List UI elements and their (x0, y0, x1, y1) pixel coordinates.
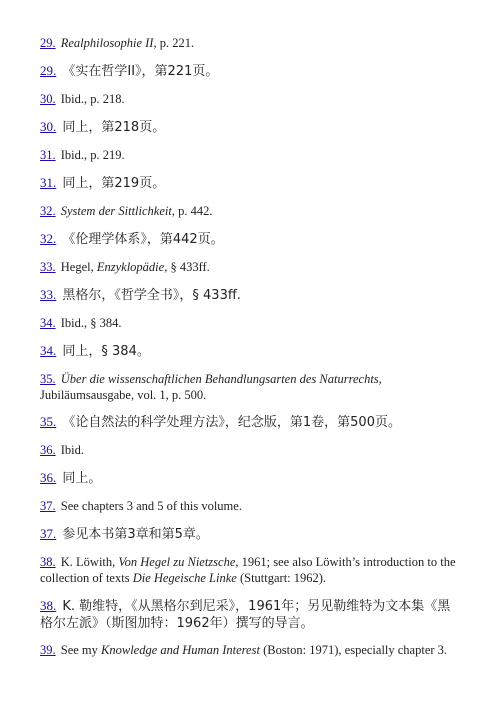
note-text: Hegel, (60, 260, 97, 274)
note-text: , Jubiläumsausgabe, vol. 1, p. 500. (40, 372, 382, 402)
note-36-zh (40, 470, 460, 487)
note-31-en (40, 147, 460, 163)
note-30-zh (40, 119, 460, 136)
note-number-link[interactable]: 37. (40, 499, 56, 513)
note-text: (Boston: 1971), especially chapter 3. (259, 643, 448, 657)
note-text: Ibid., p. 218. (60, 92, 125, 106)
note-text: 参见本书第3章和第5章。 (62, 527, 209, 542)
note-text: K. 勒维特，《从黑格尔到尼采》，1961年；另见勒维特为文本集《黑格尔左派》（斯图加特：1962年）撰写的导言。 (40, 599, 451, 631)
note-text: Ibid., § 384. (60, 316, 122, 330)
note-35-zh (40, 414, 460, 431)
note-32-en (40, 203, 460, 219)
note-number-link[interactable]: 33. (40, 287, 57, 302)
note-number-link[interactable]: 32. (40, 204, 56, 218)
note-text: 同上，§ 384。 (62, 344, 150, 359)
note-text: See chapters 3 and 5 of this volume. (60, 499, 242, 513)
note-number-link[interactable]: 33. (40, 260, 56, 274)
note-text: 同上，第219页。 (62, 176, 166, 191)
note-33-en (40, 259, 460, 275)
note-text: Über die wissenschaftlichen Behandlungsarten des Naturrechts (60, 372, 379, 386)
note-number-link[interactable]: 29. (40, 36, 56, 50)
note-text: Enzyklopädie (96, 260, 165, 274)
note-number-link[interactable]: 31. (40, 175, 57, 190)
note-number-link[interactable]: 38. (40, 555, 56, 569)
note-number-link[interactable]: 39. (40, 643, 56, 657)
note-number-link[interactable]: 36. (40, 470, 57, 485)
note-text: See my (60, 643, 102, 657)
note-text: K. Löwith, (60, 555, 119, 569)
note-text: , 1961; see also Löwith’s introduction to the collection of texts (40, 555, 456, 585)
note-number-link[interactable]: 34. (40, 343, 57, 358)
note-text: Realphilosophie II (60, 36, 154, 50)
note-text: Ibid. (60, 443, 85, 457)
note-text: , p. 442. (171, 204, 213, 218)
note-number-link[interactable]: 32. (40, 231, 57, 246)
note-29-zh (40, 63, 460, 80)
note-34-en (40, 315, 460, 331)
note-number-link[interactable]: 38. (40, 598, 57, 613)
note-text: Knowledge and Human Interest (101, 643, 260, 657)
note-text: 同上，第218页。 (62, 120, 166, 135)
note-text: Von Hegel zu Nietzsche (118, 555, 236, 569)
note-32-zh (40, 231, 460, 248)
note-number-link[interactable]: 35. (40, 414, 57, 429)
note-text: 《实在哲学II》，第221页。 (62, 64, 219, 79)
note-34-zh (40, 343, 460, 360)
note-text: 黑格尔，《哲学全书》，§ 433ff. (62, 288, 241, 303)
note-number-link[interactable]: 36. (40, 443, 56, 457)
note-text: Die Hegeische Linke (132, 571, 237, 585)
note-number-link[interactable]: 35. (40, 372, 56, 386)
note-number-link[interactable]: 34. (40, 316, 56, 330)
note-text: 同上。 (62, 471, 102, 486)
note-text: , § 433ff. (164, 260, 210, 274)
note-38-zh (40, 597, 460, 632)
note-number-link[interactable]: 30. (40, 92, 56, 106)
note-30-en (40, 91, 460, 107)
note-number-link[interactable]: 29. (40, 63, 57, 78)
note-text: Ibid., p. 219. (60, 148, 125, 162)
note-number-link[interactable]: 31. (40, 148, 56, 162)
note-text: 《论自然法的科学处理方法》，纪念版，第1卷，第500页。 (62, 415, 401, 430)
note-37-en (40, 498, 460, 514)
note-37-zh (40, 526, 460, 543)
note-38-en (40, 554, 460, 586)
note-39-en (40, 642, 460, 658)
note-36-en (40, 442, 460, 458)
note-text: 《伦理学体系》，第442页。 (62, 232, 224, 247)
note-29-en (40, 35, 460, 51)
note-number-link[interactable]: 37. (40, 526, 57, 541)
note-33-zh (40, 287, 460, 304)
note-number-link[interactable]: 30. (40, 119, 57, 134)
note-text: (Stuttgart: 1962). (236, 571, 327, 585)
note-35-en (40, 371, 460, 403)
note-text: System der Sittlichkeit (60, 204, 172, 218)
note-text: , p. 221. (153, 36, 195, 50)
note-31-zh (40, 175, 460, 192)
